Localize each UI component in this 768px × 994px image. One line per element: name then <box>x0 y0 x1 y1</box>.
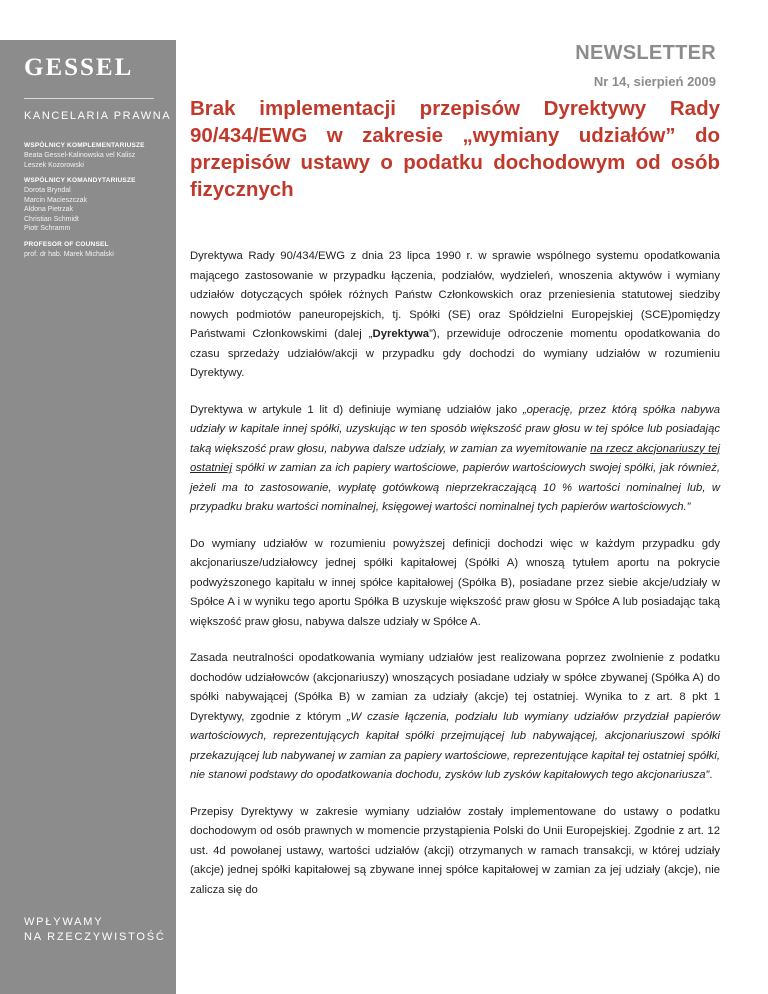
underlined-quote: na rzecz akcjonariuszy tej ostatniej <box>190 442 721 474</box>
quote-run: „W czasie łączenia, podziału lub wymiany udziałów przydział papierów wartościowych, reprezentujących kapitał spółki przejmującej lub nabywającej, akcjonariuszowi spółki przekazującej lub nabywanej w zamian za papiery wartościowe, reprezentujące kapitał tej ostatniej spółki, nie stanowi podstawy do opodatkowania dochodu, zysków lub zysków kapitałowych tego akcjonariusza” <box>190 710 721 781</box>
text-run: Dyrektywa Rady 90/434/EWG z dnia 23 lipca 1990 r. w sprawie wspólnego systemu opodatkowania mającego zastosowanie w przypadku łączenia, podziałów, wydzieleń, wnoszenia aktywów i wymiany udziałów dotyczących spółek różnych Państw Członkowskich oraz przeniesienia statutowej siedziby nowych podmiotów paneuropejskich, tj. Spółki (SE) oraz Spółdzielni Europejskiej (SCE)pomiędzy Państwami Członkowskimi (dalej „ <box>190 250 720 340</box>
partner-name: Beata Gessel-Kalinowska vel Kalisz <box>24 152 136 159</box>
slogan-line: WPŁYWAMY <box>24 916 104 928</box>
newsletter-title: NEWSLETTER <box>575 42 716 64</box>
text-run: Zasada neutralności opodatkowania wymiany udziałów jest realizowana poprzez zwolnienie z podatku dochodów udziałowców (akcjonariuszy) wnoszących posiadane udziały w spółce zbywanej (Spółka A) do spółki nabywającej (Spółka B) w zamian za udziały (akcje) tej ostatniej. Wynika to z art. 8 pkt 1 Dyrektywy, zgodnie z którym <box>190 652 720 723</box>
paragraph <box>190 401 720 518</box>
group-heading: WSPÓLNICY KOMANDYTARIUSZE <box>24 177 136 184</box>
counsel-name: prof. dr hab. Marek Michalski <box>24 251 114 258</box>
paragraph: Do wymiany udziałów w rozumieniu powyższej definicji dochodzi więc w każdym przypadku gdy akcjonariusze/udziałowcy jednej spółki kapitałowej (Spółki A) wnoszą tytułem aportu na pokrycie podwyższonego kapitału w innej spółce kapitałowej (Spółka B), posiadane przez siebie akcje/udziały w Spółce A i w wyniku tego aportu Spółka B uzyskuje większość praw głosu w Spółce A lub posiadając taką większość praw głosu, nabywa dalsze udziały w Spółce A. <box>190 537 720 628</box>
partners-group-general <box>24 142 174 170</box>
firm-logo: GESSEL <box>24 54 134 81</box>
counsel-group <box>24 241 174 260</box>
slogan-line: NA RZECZYWISTOŚĆ <box>24 931 166 943</box>
paragraph: Przepisy Dyrektywy w zakresie wymiany udziałów zostały implementowane do ustawy o podatku dochodowym od osób prawnych w momencie przystąpienia Polski do Unii Europejskiej. Zgodnie z art. 12 ust. 4d powołanej ustawy, wartości udziałów (akcji) otrzymanych w ramach transakcji, w której udziały (akcje) jednej spółki kapitałowej są zbywane innej spółce kapitałowej w zamian za jej udziały (akcje), nie zalicza się do <box>190 805 720 896</box>
partner-name: Aldona Pietrzak <box>24 206 74 213</box>
firm-type: KANCELARIA PRAWNA <box>24 110 172 122</box>
defined-term: Dyrektywa <box>372 328 430 340</box>
partner-name: Leszek Kozorowski <box>24 161 84 169</box>
sidebar-divider <box>24 98 154 99</box>
partner-name: Dorota Bryndal <box>24 187 71 194</box>
text-run: . <box>709 769 713 781</box>
partners-group-limited <box>24 177 174 234</box>
quote-run: „operację, przez którą spółka nabywa udziały w kapitale innej spółki, uzyskując w ten sposób większość praw głosu w tej spółce lub posiadając taką większość praw głosu, nabywa dalsze udziały, w zamian za wyemitowanie <box>190 403 720 455</box>
text-run: ”), przewiduje odroczenie momentu opodatkowania do czasu sprzedaży udziałów/akcji w przypadku gdy dochodzi do wymiany udziałów w rozumieniu Dyrektywy. <box>190 328 720 379</box>
sidebar <box>0 40 176 994</box>
paragraph <box>190 247 720 384</box>
partner-name: Christian Schmidt <box>24 215 79 223</box>
group-heading: PROFESOR OF COUNSEL <box>24 241 109 248</box>
slogan <box>24 915 166 945</box>
quote-run: spółki w zamian za ich papiery wartościowe, papierów wartościowych swojej spółki, jak również, jeżeli ma to zastosowanie, wypłatę gotówkową nieprzekraczającą 10 % wartości nominalnej lub, w przypadku braku wartości nominalnej, księgowej wartości nominalnej tych papierów wartościowych.” <box>190 462 720 513</box>
article-title: Brak implementacji przepisów Dyrektywy Rady 90/434/EWG w zakresie „wymiany udziałów” do przepisów ustawy o podatku dochodowym od osób fizycznych <box>190 97 720 201</box>
article-body <box>190 247 720 917</box>
group-heading: WSPÓLNICY KOMPLEMENTARIUSZE <box>24 142 145 149</box>
paragraph <box>190 649 720 786</box>
text-run: Dyrektywa w artykule 1 lit d) definiuje wymianę udziałów jako <box>190 403 523 416</box>
partner-name: Marcin Macieszczak <box>24 196 88 204</box>
issue-info: Nr 14, sierpień 2009 <box>593 74 716 89</box>
partner-name: Piotr Schramm <box>24 225 71 232</box>
